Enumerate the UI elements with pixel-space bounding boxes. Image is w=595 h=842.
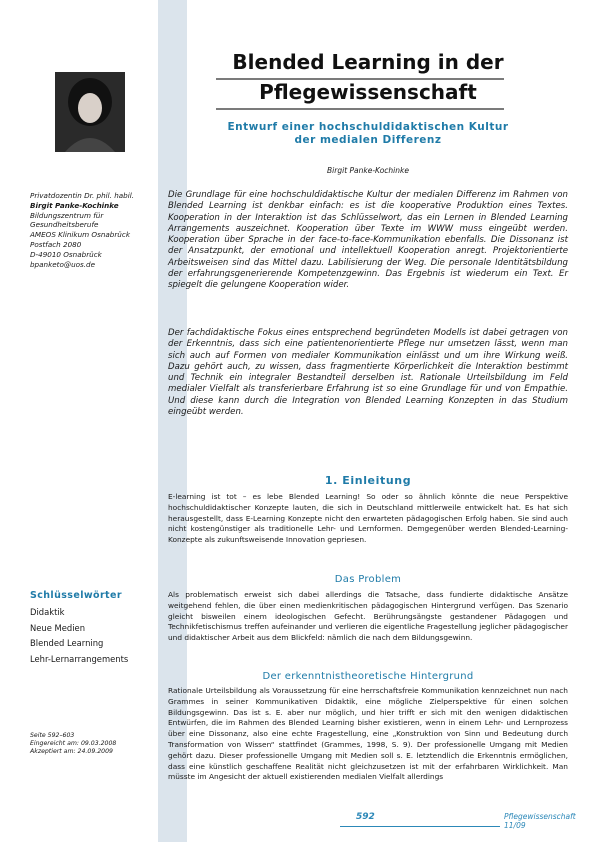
affil-line: Gesundheitsberufe <box>30 220 99 230</box>
keyword-item: Didaktik <box>30 607 65 617</box>
journal-name: Pflegewissenschaft 11/09 <box>504 812 576 830</box>
title-line-2: Pflegewissenschaft <box>259 80 477 104</box>
subtitle-line-1: Entwurf einer hochschuldidaktischen Kultur <box>227 121 509 133</box>
keywords-box <box>30 590 155 667</box>
author-affiliation <box>30 191 155 269</box>
date-line: Akzeptiert am: 24.09.2009 <box>30 748 113 756</box>
affil-line: AMEOS Klinikum Osnabrück <box>30 230 130 240</box>
keywords-title: Schlüsselwörter <box>30 590 122 601</box>
keyword-item: Lehr-Lernarrangements <box>30 653 129 664</box>
affil-email[interactable]: bpanketo@uos.de <box>30 259 96 269</box>
submission-dates <box>30 732 155 757</box>
body-paragraph: E-learning ist tot – es lebe Blended Learning! So oder so ähnlich könnte die neue Perspektive hochschuldidaktischer Konzepte lauten, die sich in Deutschland mittlerweile entwickelt hat. Es hat sich herausgestellt, dass E-Learning Konzepte nicht den erwarteten pädagogischen Erfolg haben. Sie sind auch nicht kostengünstiger als traditionelle Lehr- und Lernformen. Demgegenüber werden Blended-Learning-Konzepte als zukunftsweisende Innovation gepriesen. <box>168 492 568 545</box>
title-rule <box>216 108 504 110</box>
title-rule <box>216 78 504 80</box>
author-photo <box>55 72 125 152</box>
date-line: Seite 592–603 <box>30 732 75 739</box>
body-paragraph: Rationale Urteilsbildung als Voraussetzung für eine herrschaftsfreie Kommunikation kennzeichnet nun nach Grammes in seiner Kommunikativen Didaktik, eine mögliche Zielperspektive für einen solchen Bildungsgewinn. Das ist s. E. aber nur möglich, und hier trifft er sich mit den wenigen didaktischen Entwürfen, die im Rahmen des Blended Learning bisher existieren, wenn in einem Lehr- und Lernprozess über eine Dissonanz, also eine echte Fragestellung, eine „Konstruktion von Sinn und Bedeutung durch Transformation von Wissen“ stattfindet (Grammes, 1998, S. 9). Der professionelle Umgang mit Medien gehört dazu. Dieser professionelle Umgang mit Medien soll s. E. letztendlich die Erkenntnis ermöglichen, dass eine künstlich geschaffene Realität nicht gleichzusetzen ist mit der erfahrbaren Wirklichkeit. Man müsste im Angesicht der aktuell existierenden medialen Vielfalt allerdings <box>168 686 568 782</box>
abstract-paragraph-1: Die Grundlage für eine hochschuldidaktische Kultur der medialen Differenz im Rahmen von Blended Learning ist denkbar einfach: es ist die kooperative Produktion eines Textes. Kooperation in der Interaktion ist das Schlüsselwort, das ein Lernen in Blended Learning Arrangements auszeichnet. Kooperation über Texte im WWW muss eingeübt werden. Kooperation über Sprache in der face-to-face-Kommunikation ebenfalls. Die Dissonanz ist der Ansatzpunkt, der emotional und intellektuell Kooperation anregt. Projektorientierte Arbeitsweisen sind das Mittel dazu. Labilisierung der Weg. Die personale Identitätsbildung der erfahrungsgenerierende Kompetenzgewinn. Das Ergebnis ist wiederum ein Text. Er spiegelt die gelungene Kooperation wider. <box>168 190 568 291</box>
affil-line: Postfach 2080 <box>30 239 82 249</box>
footer-rule <box>340 826 500 827</box>
title-line-1: Blended Learning in der <box>232 50 504 74</box>
affil-line: D-49010 Osnabrück <box>30 249 102 259</box>
affil-line: Privatdozentin Dr. phil. habil. <box>30 191 135 200</box>
abstract-paragraph-2: Der fachdidaktische Fokus eines entsprechend begründeten Modells ist dabei getragen von der Erkenntnis, dass sich eine patientenorientierte Pflege nur umsetzen lässt, wenn man sich auch auf Formen von medialer Kommunikation einlässt und um ihre Wirkung weiß. Dazu gehört auch, zu wissen, dass fragmentierte Körperlichkeit die Interaktion bestimmt und Technik ein integraler Bestandteil derselben ist. Rationale Urteilsbildung im Feld medialer Vielfalt als transferierbare Erfahrung ist so eine Grundlage für und von Empathie. Und diese kann durch die Integration von Blended Learning Konzepten in das Studium eingeübt werden. <box>168 328 568 418</box>
affil-name: Birgit Panke-Kochinke <box>30 200 119 210</box>
article-author: Birgit Panke-Kochinke <box>327 166 409 175</box>
subheading-background: Der erkenntnistheoretische Hintergrund <box>262 671 474 682</box>
article-title <box>168 47 568 107</box>
article-subtitle <box>168 121 568 147</box>
section-heading-introduction: 1. Einleitung <box>324 474 412 487</box>
keyword-item: Neue Medien <box>30 622 86 633</box>
body-paragraph: Als problematisch erweist sich dabei allerdings die Tatsache, dass fundierte didaktische Ansätze weitgehend fehlen, die über einen medienkritischen pädagogischen Hintergrund verfügen. Das Szenario gleicht bisweilen einem ideologischen Gefecht. Berührungsängste gestandener Pädagogen und Technikfetischismus treffen aufeinander und verlieren die eigentliche Fragestellung jeglicher pädagogischer und didaktischer Arbeit aus dem Blickfeld: nämlich die nach dem Bildungsgewinn. <box>168 590 568 643</box>
affil-line: Bildungszentrum für <box>30 210 104 220</box>
page-number: 592 <box>356 812 375 822</box>
subheading-problem: Das Problem <box>334 574 402 585</box>
subtitle-line-2: der medialen Differenz <box>294 134 442 146</box>
keyword-item: Blended Learning <box>30 638 104 648</box>
date-line: Eingereicht am: 09.03.2008 <box>30 740 117 748</box>
